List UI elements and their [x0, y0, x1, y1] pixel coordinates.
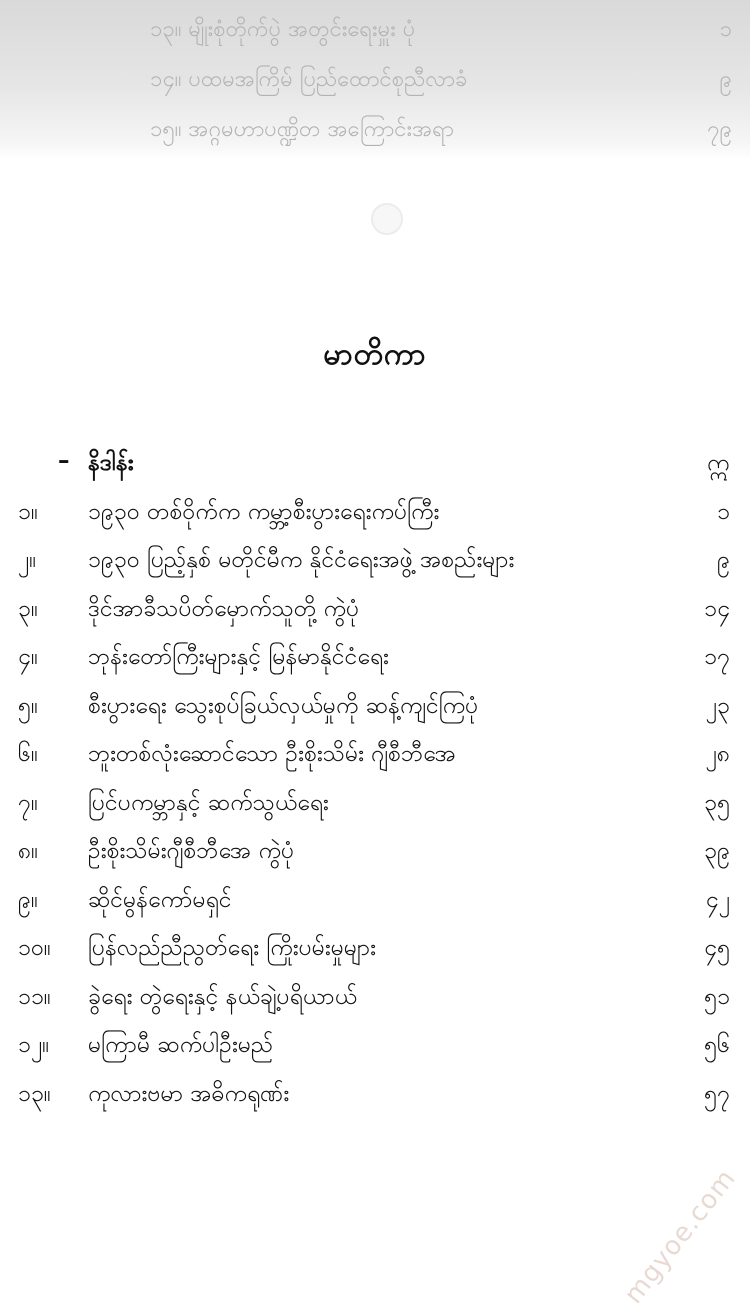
toc-entry-page-number: ၃၉: [704, 838, 730, 864]
toc-entry-page-number: ၂၃: [705, 692, 730, 719]
toc-entry-title: နိဒါန်း: [88, 450, 134, 476]
toc-entry[interactable]: [0, 974, 750, 1023]
previous-page-bleed-through: [0, 0, 750, 160]
toc-entry-page-number: ၉: [717, 547, 730, 573]
toc-entry[interactable]: [0, 634, 750, 683]
toc-entry[interactable]: [0, 780, 750, 829]
toc-entry-title: ၁၉၃၀ တစ်ဝိုက်က ကမ္ဘာ့စီးပွားရေးကပ်ကြီး: [88, 498, 440, 525]
toc-entry-page-number: ၅၇: [704, 1080, 730, 1107]
toc-entry-number: ၆။: [18, 741, 38, 767]
toc-entry-number: ၅။: [18, 692, 38, 719]
toc-entry-number: ၈။: [18, 838, 39, 864]
toc-entry-number: ၁၁။: [18, 983, 51, 1010]
toc-entry-page-number: ဣ: [707, 450, 730, 476]
toc-entry[interactable]: [0, 877, 750, 926]
toc-entry-number: ၄။: [18, 644, 38, 670]
bleed-page-number: ၁: [719, 17, 732, 42]
toc-entry[interactable]: [0, 537, 750, 586]
bleed-page-number: ၇၉: [707, 117, 732, 142]
toc-entry[interactable]: [0, 440, 750, 489]
bleed-row: ၁၄။ ပထမအကြိမ် ပြည်ထောင်စုညီလာခံ: [150, 67, 468, 92]
toc-entry-page-number: ၃၅: [704, 789, 730, 816]
toc-title: မာတိကာ: [323, 337, 427, 372]
toc-entry-page-number: ၄၅: [704, 935, 730, 961]
toc-entry[interactable]: [0, 489, 750, 538]
toc-entry-title: ဘူးတစ်လုံးဆောင်သော ဦးစိုးသိမ်း ဂျီစီဘီအေ: [88, 741, 456, 767]
watermark: mgyoe.com: [618, 1163, 742, 1310]
bleed-row: ၁၅။ အဂ္ဂမဟာပဏ္ဍိတ အကြောင်းအရာ: [150, 117, 454, 142]
toc-entry-number: ၁။: [18, 498, 38, 525]
toc-entry-number: ၉။: [18, 886, 38, 913]
toc-entry-number: ၃။: [18, 595, 38, 622]
toc-entry-number: –: [58, 448, 70, 474]
toc-entry-page-number: ၁၄: [704, 595, 730, 622]
toc-entry[interactable]: [0, 731, 750, 780]
toc-entry[interactable]: [0, 828, 750, 877]
toc-entry-title: စီးပွားရေး သွေးစုပ်ခြယ်လှယ်မှုကို ဆန့်ကျင်ကြပုံ: [88, 692, 479, 719]
toc-entry[interactable]: [0, 1022, 750, 1071]
page-hole-mark: [371, 203, 403, 235]
toc-entry-page-number: ၁၇: [704, 644, 730, 670]
toc-entry-number: ၁၃။: [18, 1080, 51, 1107]
toc-entry[interactable]: [0, 586, 750, 635]
toc-entry-title: ဒိုင်အာခီသပိတ်မှောက်သူတို့ ကွဲပုံ: [88, 595, 360, 622]
toc-entry-number: ၁၀။: [18, 935, 51, 961]
toc-entry-title: ပြင်ပကမ္ဘာနှင့် ဆက်သွယ်ရေး: [88, 789, 329, 816]
toc-entry-title: ဘုန်းတော်ကြီးများနှင့် မြန်မာနိုင်ငံရေး: [88, 644, 389, 670]
toc-entry-page-number: ၅၆: [704, 1032, 730, 1058]
toc-entry[interactable]: [0, 683, 750, 732]
toc-entry-page-number: ၅၁: [704, 983, 730, 1010]
toc-entry-title: ဦးစိုးသိမ်းဂျီစီဘီအေ ကွဲပုံ: [88, 838, 295, 864]
toc-entry-page-number: ၄၂: [705, 886, 730, 913]
bleed-page-number: ၉: [719, 67, 732, 92]
toc-entry-title: ပြန်လည်ညီညွတ်ရေး ကြိုးပမ်းမှုများ: [88, 935, 376, 961]
toc-entry-title: ကုလားဗမာ အဓိကရုဏ်း: [88, 1080, 290, 1107]
toc-entry-number: ၇။: [18, 789, 38, 816]
toc-entry-title: ဆိုင်မွန်ကော်မရှင်: [88, 886, 232, 913]
toc-entry-page-number: ၂၈: [705, 741, 730, 767]
toc-entry[interactable]: [0, 1071, 750, 1120]
toc-entry-title: ၁၉၃၀ ပြည့်နှစ် မတိုင်မီက နိုင်ငံရေးအဖွဲ့ အစည်းများ: [88, 547, 515, 573]
toc-entry[interactable]: [0, 925, 750, 974]
bleed-row: ၁၃။ မျိုးစုံတိုက်ပွဲ အတွင်းရေးမှူး ပုံ: [150, 17, 416, 42]
toc-entry-title: မကြာမီ ဆက်ပါဦးမည်: [88, 1032, 274, 1058]
toc-entry-page-number: ၁: [717, 498, 730, 525]
table-of-contents: [0, 440, 750, 1119]
toc-entry-number: ၁၂။: [18, 1032, 50, 1058]
toc-entry-number: ၂။: [18, 547, 37, 573]
toc-entry-title: ခွဲရေး တွဲရေးနှင့် နယ်ချဲ့ပရိယာယ်: [88, 983, 357, 1010]
